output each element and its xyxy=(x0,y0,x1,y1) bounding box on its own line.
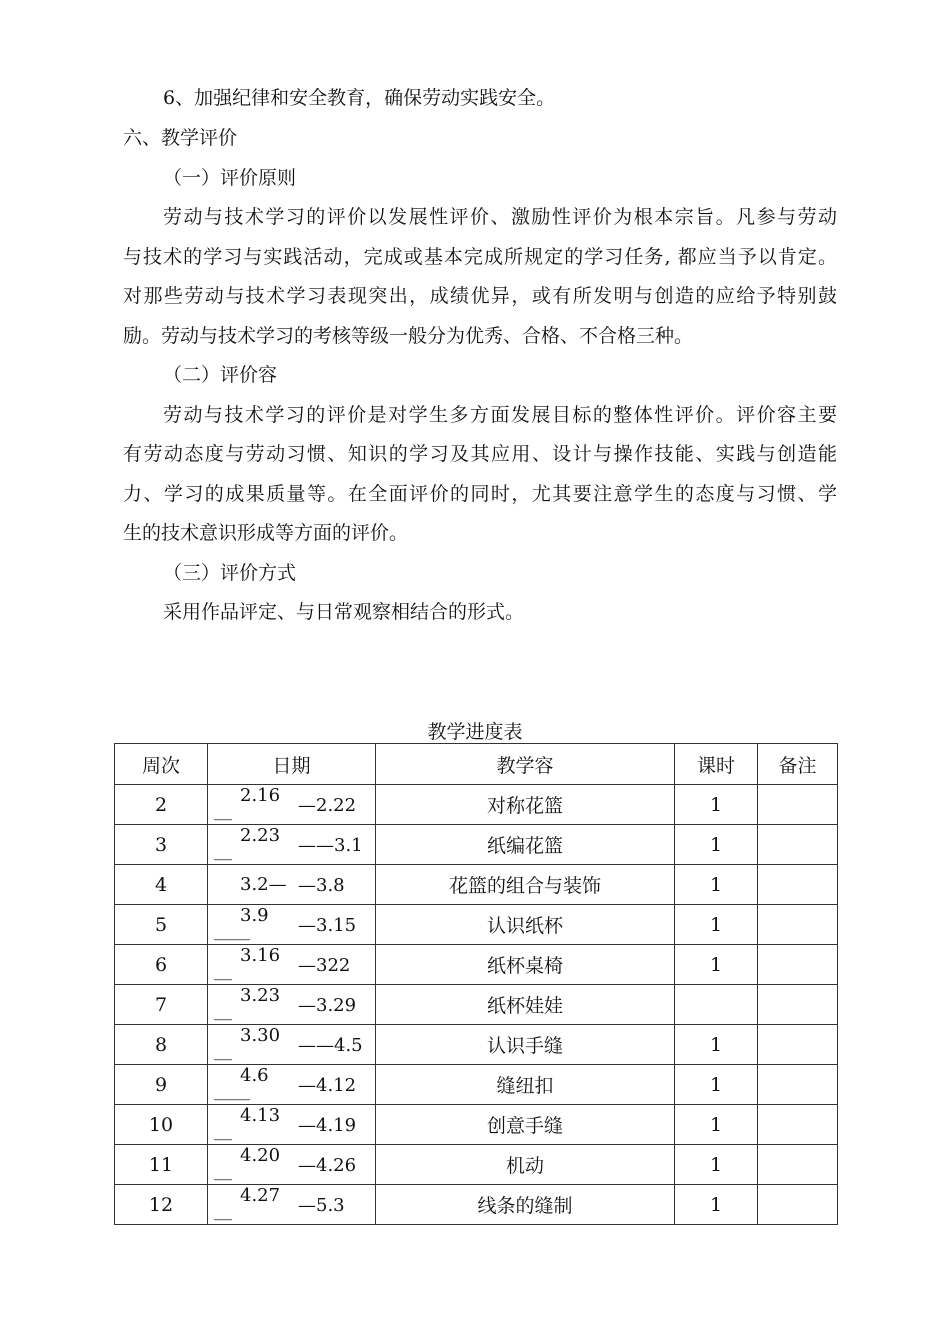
date-start: 4.13 xyxy=(240,1105,281,1126)
para2-line4: 生的技术意识形成等方面的评价。 xyxy=(123,522,409,544)
date-start: 4.20 xyxy=(240,1145,281,1166)
cell-week: 8 xyxy=(115,1025,208,1065)
date-dash: __ xyxy=(214,960,232,981)
date-dash: __ xyxy=(214,840,232,861)
table-row xyxy=(115,1145,838,1185)
cell-week: 6 xyxy=(115,945,208,985)
para1-line3: 对那些劳动与技术学习表现突出，成绩优异，或有所发明与创造的应给予特别鼓 xyxy=(123,285,837,307)
cell-notes xyxy=(758,825,838,865)
cell-content: 认识纸杯 xyxy=(376,905,675,945)
cell-notes xyxy=(758,905,838,945)
cell-notes xyxy=(758,1145,838,1185)
para3: 采用作品评定、与日常观察相结合的形式。 xyxy=(163,601,525,623)
date-start: 3.16 xyxy=(240,945,281,966)
date-end: —3.15 xyxy=(298,915,357,936)
table-row xyxy=(115,825,838,865)
date-dash: __ xyxy=(214,1000,232,1021)
date-end: ——3.1 xyxy=(298,835,363,856)
cell-notes xyxy=(758,785,838,825)
date-start: 3.30 xyxy=(240,1025,281,1046)
cell-date xyxy=(208,1025,376,1065)
subheading-content: （二）评价容 xyxy=(163,364,278,386)
table-row xyxy=(115,1025,838,1065)
cell-content: 纸杯娃娃 xyxy=(376,985,675,1025)
cell-hours: 1 xyxy=(675,865,758,905)
para2-line2: 有劳动态度与劳动习惯、知识的学习及其应用、设计与操作技能、实践与创造能 xyxy=(123,443,837,465)
date-dash: ____ xyxy=(214,920,250,941)
cell-week: 2 xyxy=(115,785,208,825)
cell-notes xyxy=(758,985,838,1025)
cell-notes xyxy=(758,1185,838,1225)
header-content: 教学容 xyxy=(376,744,675,785)
date-end: ——4.5 xyxy=(298,1035,363,1056)
cell-content: 纸杯桌椅 xyxy=(376,945,675,985)
header-date: 日期 xyxy=(208,744,376,785)
cell-content: 创意手缝 xyxy=(376,1105,675,1145)
subheading-principles: （一）评价原则 xyxy=(163,167,297,189)
date-start: 4.6 xyxy=(240,1065,269,1086)
date-dash: __ xyxy=(214,1120,232,1141)
table-header-row xyxy=(115,744,838,785)
cell-date xyxy=(208,1065,376,1105)
cell-date xyxy=(208,1105,376,1145)
date-end: —322 xyxy=(298,955,351,976)
date-dash: __ xyxy=(214,1160,232,1181)
cell-date xyxy=(208,785,376,825)
cell-date xyxy=(208,1185,376,1225)
date-end: —2.22 xyxy=(298,795,357,816)
cell-date xyxy=(208,825,376,865)
cell-date xyxy=(208,905,376,945)
item-6-safety: 6、加强纪律和安全教育，确保劳动实践安全。 xyxy=(163,87,556,109)
cell-date xyxy=(208,985,376,1025)
table-row xyxy=(115,865,838,905)
para1-line2: 与技术的学习与实践活动，完成或基本完成所规定的学习任务, 都应当予以肯定。 xyxy=(123,246,837,268)
cell-hours: 1 xyxy=(675,1025,758,1065)
section-heading-evaluation: 六、教学评价 xyxy=(123,127,238,149)
date-end: —4.19 xyxy=(298,1115,357,1136)
cell-date xyxy=(208,1145,376,1185)
cell-content: 认识手缝 xyxy=(376,1025,675,1065)
date-start: 3.23 xyxy=(240,985,281,1006)
table-caption: 教学进度表 xyxy=(427,721,523,743)
date-dash: __ xyxy=(214,1200,232,1221)
cell-notes xyxy=(758,865,838,905)
date-end: —4.26 xyxy=(298,1155,357,1176)
table-row xyxy=(115,785,838,825)
header-week: 周次 xyxy=(115,744,208,785)
date-end: —5.3 xyxy=(298,1195,345,1216)
cell-week: 5 xyxy=(115,905,208,945)
cell-notes xyxy=(758,1065,838,1105)
cell-hours: 1 xyxy=(675,1105,758,1145)
para2-line3: 力、学习的成果质量等。在全面评价的同时，尤其要注意学生的态度与习惯、学 xyxy=(123,483,837,505)
table-row xyxy=(115,1105,838,1145)
cell-week: 4 xyxy=(115,865,208,905)
cell-notes xyxy=(758,945,838,985)
date-end: —3.29 xyxy=(298,995,357,1016)
date-end: —3.8 xyxy=(298,875,345,896)
table-row xyxy=(115,945,838,985)
schedule-table xyxy=(114,743,838,1225)
date-start: 2.23 xyxy=(240,825,281,846)
cell-week: 12 xyxy=(115,1185,208,1225)
cell-content: 机动 xyxy=(376,1145,675,1185)
date-end: —4.12 xyxy=(298,1075,357,1096)
cell-week: 3 xyxy=(115,825,208,865)
date-start: 2.16 xyxy=(240,785,281,806)
cell-content: 纸编花篮 xyxy=(376,825,675,865)
cell-content: 线条的缝制 xyxy=(376,1185,675,1225)
date-dash: __ xyxy=(214,800,232,821)
header-hours: 课时 xyxy=(675,744,758,785)
cell-hours: 1 xyxy=(675,1065,758,1105)
date-dash: ____ xyxy=(214,1080,250,1101)
date-start: 4.27 xyxy=(240,1185,281,1206)
cell-hours: 1 xyxy=(675,945,758,985)
para1-line4: 励。劳动与技术学习的考核等级一般分为优秀、合格、不合格三种。 xyxy=(123,325,694,347)
cell-hours: 1 xyxy=(675,785,758,825)
table-row xyxy=(115,905,838,945)
cell-content: 缝纽扣 xyxy=(376,1065,675,1105)
cell-hours xyxy=(675,985,758,1025)
cell-content: 花篮的组合与装饰 xyxy=(376,865,675,905)
cell-hours: 1 xyxy=(675,905,758,945)
cell-hours: 1 xyxy=(675,1185,758,1225)
date-dash: __ xyxy=(214,1040,232,1061)
cell-hours: 1 xyxy=(675,825,758,865)
cell-week: 9 xyxy=(115,1065,208,1105)
para2-line1: 劳动与技术学习的评价是对学生多方面发展目标的整体性评价。评价容主要 xyxy=(163,404,837,426)
header-notes: 备注 xyxy=(758,744,838,785)
cell-week: 10 xyxy=(115,1105,208,1145)
table-row xyxy=(115,1065,838,1105)
cell-content: 对称花篮 xyxy=(376,785,675,825)
date-start: 3.9 xyxy=(240,905,269,926)
cell-notes xyxy=(758,1105,838,1145)
cell-week: 7 xyxy=(115,985,208,1025)
subheading-method: （三）评价方式 xyxy=(163,562,297,584)
table-row xyxy=(115,1185,838,1225)
cell-week: 11 xyxy=(115,1145,208,1185)
cell-date xyxy=(208,945,376,985)
cell-hours: 1 xyxy=(675,1145,758,1185)
table-row xyxy=(115,985,838,1025)
cell-notes xyxy=(758,1025,838,1065)
para1-line1: 劳动与技术学习的评价以发展性评价、激励性评价为根本宗旨。凡参与劳动 xyxy=(163,206,837,228)
cell-date xyxy=(208,865,376,905)
date-start: 3.2— xyxy=(240,874,287,895)
